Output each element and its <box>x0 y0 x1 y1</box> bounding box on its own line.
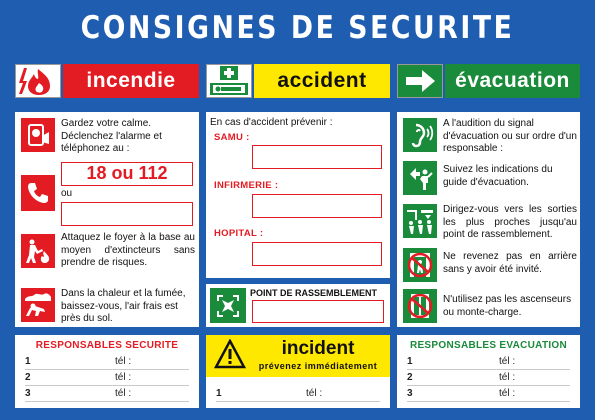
fire-extinguisher-icon <box>21 234 55 268</box>
exit-people-icon <box>403 204 437 238</box>
accident-intro: En cas d'accident prévenir : <box>210 117 333 128</box>
incendie-banner: incendie <box>63 64 199 98</box>
first-aid-icon <box>206 64 252 98</box>
evac-item-1: A l'audition du signal d'évacuation ou sur ordre d'un responsable : <box>443 118 577 154</box>
page-title: CONSIGNES DE SECURITE <box>80 10 515 46</box>
infirmerie-label: INFIRMERIE : <box>214 180 279 191</box>
evac-item-3: Dirigez-vous vers les sorties les plus proches jusqu'au point de rassemblement. <box>443 204 577 240</box>
securite-row-1[interactable]: 1 tél : <box>25 355 189 370</box>
extinguish-instruction: Attaquez le foyer à la base au moyen d'extincteurs sans prendre de risques. <box>61 232 195 268</box>
securite-row-3[interactable]: 3 tél : <box>25 387 189 402</box>
calm-instruction: Gardez votre calme. Déclenchez l'alarme et téléphonez au : <box>61 118 162 154</box>
responsables-evacuation-title: RESPONSABLES EVACUATION <box>409 340 568 351</box>
evac-item-2: Suivez les indications du guide d'évacuation. <box>443 164 553 188</box>
evacuation-row-3[interactable]: 3 tél : <box>407 387 570 402</box>
incident-panel <box>206 335 390 408</box>
assembly-point-field[interactable] <box>252 300 384 323</box>
hopital-number-field[interactable] <box>252 242 382 266</box>
no-return-icon <box>403 248 437 282</box>
warning-icon <box>214 339 246 374</box>
assembly-point-label: POINT DE RASSEMBLEMENT <box>250 288 378 298</box>
guide-icon <box>403 161 437 195</box>
emergency-numbers: 18 ou 112 <box>61 162 193 186</box>
incident-subtitle: prévenez immédiatement <box>258 361 378 371</box>
incendie-panel <box>15 112 199 327</box>
responsables-evacuation-panel <box>397 335 580 408</box>
responsables-securite-panel <box>15 335 199 408</box>
incident-row-1[interactable]: 1 tél : <box>216 387 380 402</box>
phone-icon <box>21 175 55 211</box>
assembly-point-icon <box>210 288 246 323</box>
accident-panel <box>206 112 390 278</box>
other-number-field[interactable] <box>61 202 193 226</box>
smoke-instruction: Dans la chaleur et la fumée, baissez-vous, l'air frais est près du sol. <box>61 288 186 324</box>
infirmerie-number-field[interactable] <box>252 194 382 218</box>
evacuation-row-2[interactable]: 2 tél : <box>407 371 570 386</box>
evacuation-row-1[interactable]: 1 tél : <box>407 355 570 370</box>
or-label: ou <box>61 188 73 199</box>
incident-header <box>206 335 390 377</box>
responsables-securite-title: RESPONSABLES SECURITE <box>35 340 179 351</box>
accident-banner: accident <box>254 64 390 98</box>
crouch-smoke-icon <box>21 288 55 322</box>
evacuation-panel <box>397 112 580 327</box>
evac-item-5: N'utilisez pas les ascenseurs ou monte-charge. <box>443 294 572 318</box>
hopital-label: HOPITAL : <box>214 228 264 239</box>
fire-icon <box>15 64 61 98</box>
evac-item-4: Ne revenez pas en arrière sans y avoir été invité. <box>443 251 577 275</box>
exit-arrow-icon <box>397 64 443 98</box>
incident-title: incident <box>281 338 355 359</box>
assembly-point-panel <box>206 284 390 327</box>
securite-row-2[interactable]: 2 tél : <box>25 371 189 386</box>
no-elevator-icon <box>403 289 437 323</box>
audible-signal-icon <box>403 118 437 152</box>
evacuation-banner: évacuation <box>445 64 580 98</box>
samu-number-field[interactable] <box>252 145 382 169</box>
fire-alarm-icon <box>21 118 55 152</box>
samu-label: SAMU : <box>214 132 250 143</box>
